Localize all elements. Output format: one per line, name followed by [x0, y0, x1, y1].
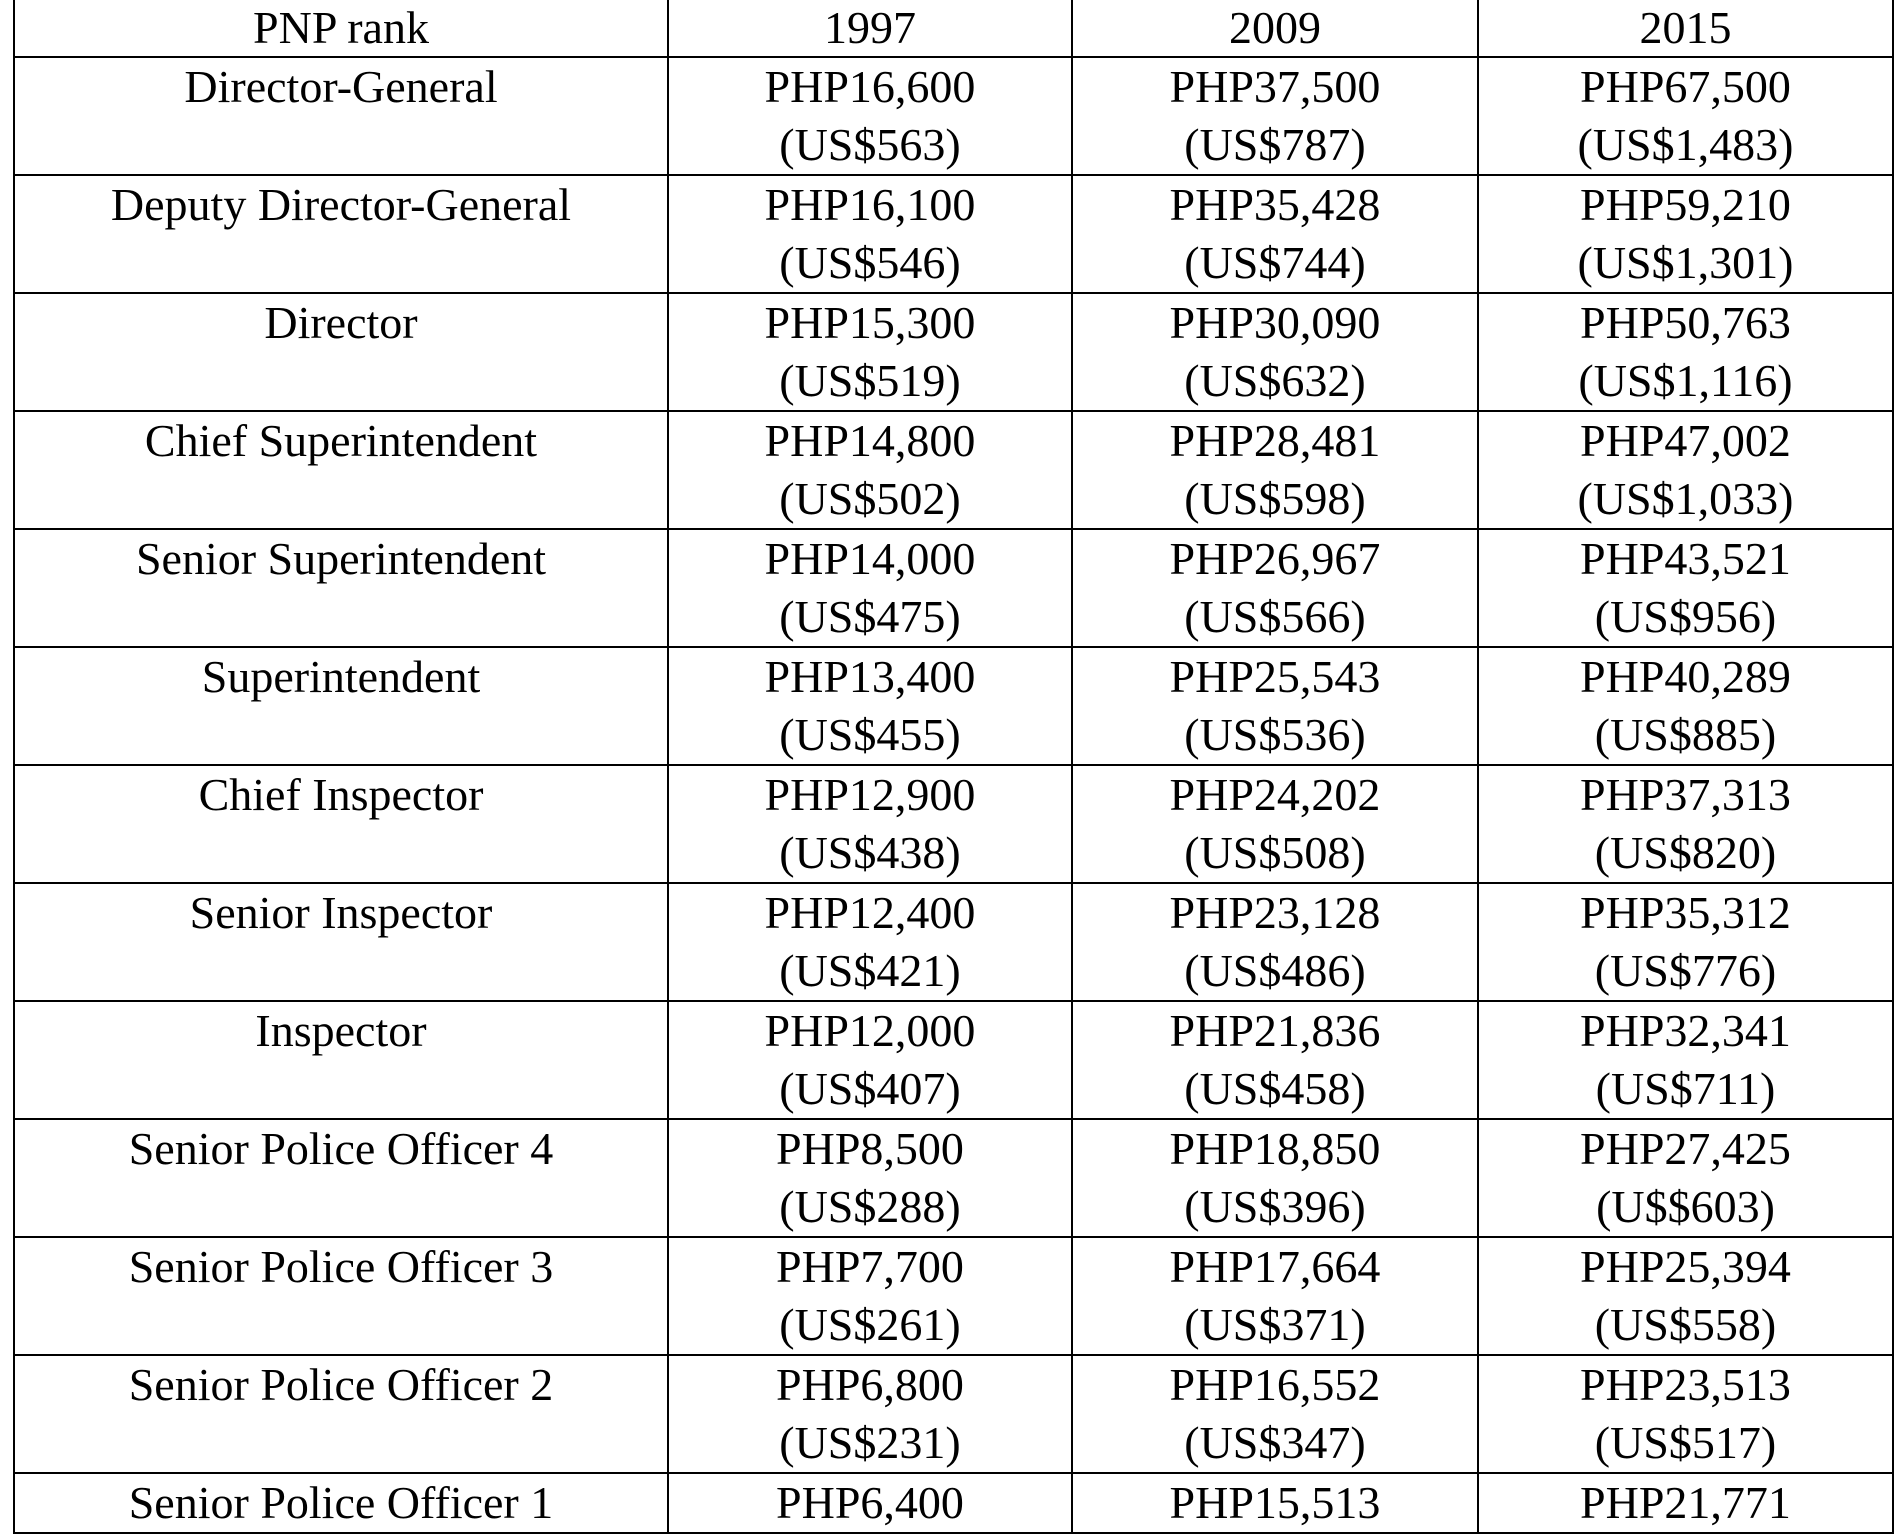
php-amount: PHP23,128	[1169, 887, 1381, 938]
salary-cell-2015	[1478, 529, 1893, 647]
rank-cell	[14, 411, 668, 529]
usd-amount: (US$563)	[779, 119, 961, 170]
php-amount: PHP6,400	[776, 1477, 964, 1528]
usd-amount: (US$261)	[779, 1299, 961, 1350]
salary-cell-1997	[668, 647, 1072, 765]
php-amount: PHP17,664	[1169, 1241, 1381, 1292]
php-amount: PHP30,090	[1169, 297, 1381, 348]
salary-cell-2015	[1478, 883, 1893, 1001]
salary-cell-2015	[1478, 175, 1893, 293]
salary-cell-1997	[668, 1119, 1072, 1237]
php-amount: PHP6,800	[776, 1359, 964, 1410]
php-amount: PHP27,425	[1580, 1123, 1791, 1174]
table-row	[14, 1237, 1893, 1355]
salary-cell-2009	[1072, 1001, 1478, 1119]
php-amount: PHP24,202	[1169, 769, 1381, 820]
php-amount: PHP43,521	[1580, 533, 1791, 584]
usd-amount: (US$502)	[779, 473, 961, 524]
rank-cell	[14, 293, 668, 411]
salary-cell-1997	[668, 1355, 1072, 1473]
salary-cell-2009	[1072, 293, 1478, 411]
rank-label: Superintendent	[201, 651, 481, 702]
php-amount: PHP16,552	[1169, 1359, 1381, 1410]
salary-cell-2009	[1072, 1119, 1478, 1237]
php-amount: PHP16,600	[764, 61, 976, 112]
header-row	[14, 0, 1893, 57]
usd-amount: (US$455)	[779, 709, 961, 760]
table-row	[14, 411, 1893, 529]
rank-cell	[14, 883, 668, 1001]
usd-amount: (US$407)	[779, 1063, 961, 1114]
php-amount: PHP12,900	[764, 769, 976, 820]
rank-label: Senior Superintendent	[135, 533, 547, 584]
usd-amount: (US$371)	[1184, 1299, 1366, 1350]
php-amount: PHP14,000	[764, 533, 976, 584]
salary-cell-1997	[668, 411, 1072, 529]
rank-label: Chief Inspector	[198, 769, 484, 820]
usd-amount: (US$1,483)	[1577, 119, 1794, 170]
php-amount: PHP35,312	[1580, 887, 1791, 938]
salary-cell-1997	[668, 1473, 1072, 1533]
usd-amount: (US$288)	[779, 1181, 961, 1232]
salary-cell-1997	[668, 1001, 1072, 1119]
header-2009: 2009	[1072, 0, 1478, 57]
usd-amount: (U$$603)	[1596, 1181, 1775, 1232]
php-amount: PHP13,400	[764, 651, 976, 702]
php-amount: PHP21,836	[1169, 1005, 1381, 1056]
salary-cell-2009	[1072, 529, 1478, 647]
rank-label: Chief Superintendent	[144, 415, 538, 466]
php-amount: PHP37,500	[1169, 61, 1381, 112]
php-amount: PHP26,967	[1169, 533, 1381, 584]
usd-amount: (US$820)	[1594, 827, 1777, 878]
rank-cell	[14, 1355, 668, 1473]
salary-cell-2015	[1478, 647, 1893, 765]
rank-cell	[14, 1119, 668, 1237]
usd-amount: (US$744)	[1184, 237, 1366, 288]
table-row	[14, 1119, 1893, 1237]
usd-amount: (US$566)	[1184, 591, 1366, 642]
usd-amount: (US$558)	[1594, 1299, 1777, 1350]
rank-label: Senior Police Officer 1	[128, 1477, 554, 1528]
table-row	[14, 293, 1893, 411]
salary-cell-1997	[668, 883, 1072, 1001]
salary-cell-2015	[1478, 1001, 1893, 1119]
salary-cell-1997	[668, 1237, 1072, 1355]
salary-cell-2015	[1478, 293, 1893, 411]
salary-cell-2015	[1478, 1355, 1893, 1473]
php-amount: PHP25,543	[1169, 651, 1381, 702]
php-amount: PHP21,771	[1580, 1477, 1791, 1528]
salary-table	[13, 0, 1894, 1534]
salary-cell-1997	[668, 57, 1072, 175]
salary-cell-2015	[1478, 1119, 1893, 1237]
table-row	[14, 529, 1893, 647]
salary-cell-2009	[1072, 1237, 1478, 1355]
salary-cell-2009	[1072, 175, 1478, 293]
usd-amount: (US$1,033)	[1577, 473, 1794, 524]
rank-cell	[14, 529, 668, 647]
php-amount: PHP40,289	[1580, 651, 1791, 702]
salary-cell-2009	[1072, 765, 1478, 883]
usd-amount: (US$396)	[1184, 1181, 1366, 1232]
usd-amount: (US$347)	[1184, 1417, 1366, 1468]
usd-amount: (US$438)	[779, 827, 961, 878]
usd-amount: (US$546)	[779, 237, 961, 288]
php-amount: PHP32,341	[1580, 1005, 1791, 1056]
usd-amount: (US$508)	[1184, 827, 1366, 878]
salary-cell-2009	[1072, 647, 1478, 765]
php-amount: PHP59,210	[1580, 179, 1791, 230]
usd-amount: (US$475)	[779, 591, 961, 642]
rank-label: Deputy Director-General	[110, 179, 572, 230]
table-row	[14, 1473, 1893, 1533]
salary-cell-2015	[1478, 1237, 1893, 1355]
usd-amount: (US$598)	[1184, 473, 1366, 524]
table-row	[14, 1001, 1893, 1119]
php-amount: PHP67,500	[1580, 61, 1791, 112]
salary-cell-2015	[1478, 411, 1893, 529]
php-amount: PHP50,763	[1580, 297, 1791, 348]
header-1997: 1997	[668, 0, 1072, 57]
rank-cell	[14, 1001, 668, 1119]
php-amount: PHP7,700	[776, 1241, 964, 1292]
salary-cell-2015	[1478, 765, 1893, 883]
php-amount: PHP8,500	[776, 1123, 964, 1174]
php-amount: PHP28,481	[1169, 415, 1381, 466]
php-amount: PHP14,800	[764, 415, 976, 466]
salary-cell-1997	[668, 293, 1072, 411]
salary-cell-2009	[1072, 1355, 1478, 1473]
table-row	[14, 1355, 1893, 1473]
php-amount: PHP23,513	[1580, 1359, 1791, 1410]
rank-cell	[14, 1237, 668, 1355]
rank-cell	[14, 1473, 668, 1533]
php-amount: PHP37,313	[1580, 769, 1791, 820]
table-row	[14, 57, 1893, 175]
rank-cell	[14, 57, 668, 175]
usd-amount: (US$486)	[1184, 945, 1366, 996]
usd-amount: (US$536)	[1184, 709, 1366, 760]
rank-label: Senior Police Officer 2	[128, 1359, 554, 1410]
rank-label: Director-General	[184, 61, 498, 112]
rank-label: Senior Inspector	[189, 887, 493, 938]
header-rank: PNP rank	[14, 0, 668, 57]
table-row	[14, 175, 1893, 293]
table-row	[14, 883, 1893, 1001]
rank-label: Director	[264, 297, 418, 348]
usd-amount: (US$1,301)	[1577, 237, 1794, 288]
usd-amount: (US$231)	[779, 1417, 961, 1468]
usd-amount: (US$1,116)	[1578, 355, 1793, 406]
php-amount: PHP35,428	[1169, 179, 1381, 230]
salary-cell-2009	[1072, 1473, 1478, 1533]
rank-cell	[14, 647, 668, 765]
salary-cell-2015	[1478, 57, 1893, 175]
usd-amount: (US$776)	[1594, 945, 1777, 996]
salary-cell-1997	[668, 175, 1072, 293]
rank-label: Inspector	[255, 1005, 427, 1056]
usd-amount: (US$421)	[779, 945, 961, 996]
salary-cell-2009	[1072, 411, 1478, 529]
usd-amount: (US$787)	[1184, 119, 1366, 170]
php-amount: PHP15,513	[1169, 1477, 1381, 1528]
rank-label: Senior Police Officer 4	[128, 1123, 554, 1174]
salary-cell-2015	[1478, 1473, 1893, 1533]
usd-amount: (US$632)	[1184, 355, 1366, 406]
salary-cell-2009	[1072, 883, 1478, 1001]
php-amount: PHP47,002	[1580, 415, 1791, 466]
salary-cell-1997	[668, 765, 1072, 883]
php-amount: PHP16,100	[764, 179, 976, 230]
table-body	[14, 57, 1893, 1533]
usd-amount: (US$517)	[1594, 1417, 1777, 1468]
usd-amount: (US$885)	[1594, 709, 1777, 760]
rank-cell	[14, 765, 668, 883]
rank-label: Senior Police Officer 3	[128, 1241, 554, 1292]
usd-amount: (US$711)	[1595, 1063, 1776, 1114]
php-amount: PHP25,394	[1580, 1241, 1791, 1292]
rank-cell	[14, 175, 668, 293]
table-row	[14, 647, 1893, 765]
salary-cell-1997	[668, 529, 1072, 647]
usd-amount: (US$519)	[779, 355, 961, 406]
php-amount: PHP18,850	[1169, 1123, 1381, 1174]
php-amount: PHP12,400	[764, 887, 976, 938]
table-row	[14, 765, 1893, 883]
salary-cell-2009	[1072, 57, 1478, 175]
php-amount: PHP15,300	[764, 297, 976, 348]
php-amount: PHP12,000	[764, 1005, 976, 1056]
usd-amount: (US$956)	[1594, 591, 1777, 642]
header-2015: 2015	[1478, 0, 1893, 57]
usd-amount: (US$458)	[1184, 1063, 1366, 1114]
